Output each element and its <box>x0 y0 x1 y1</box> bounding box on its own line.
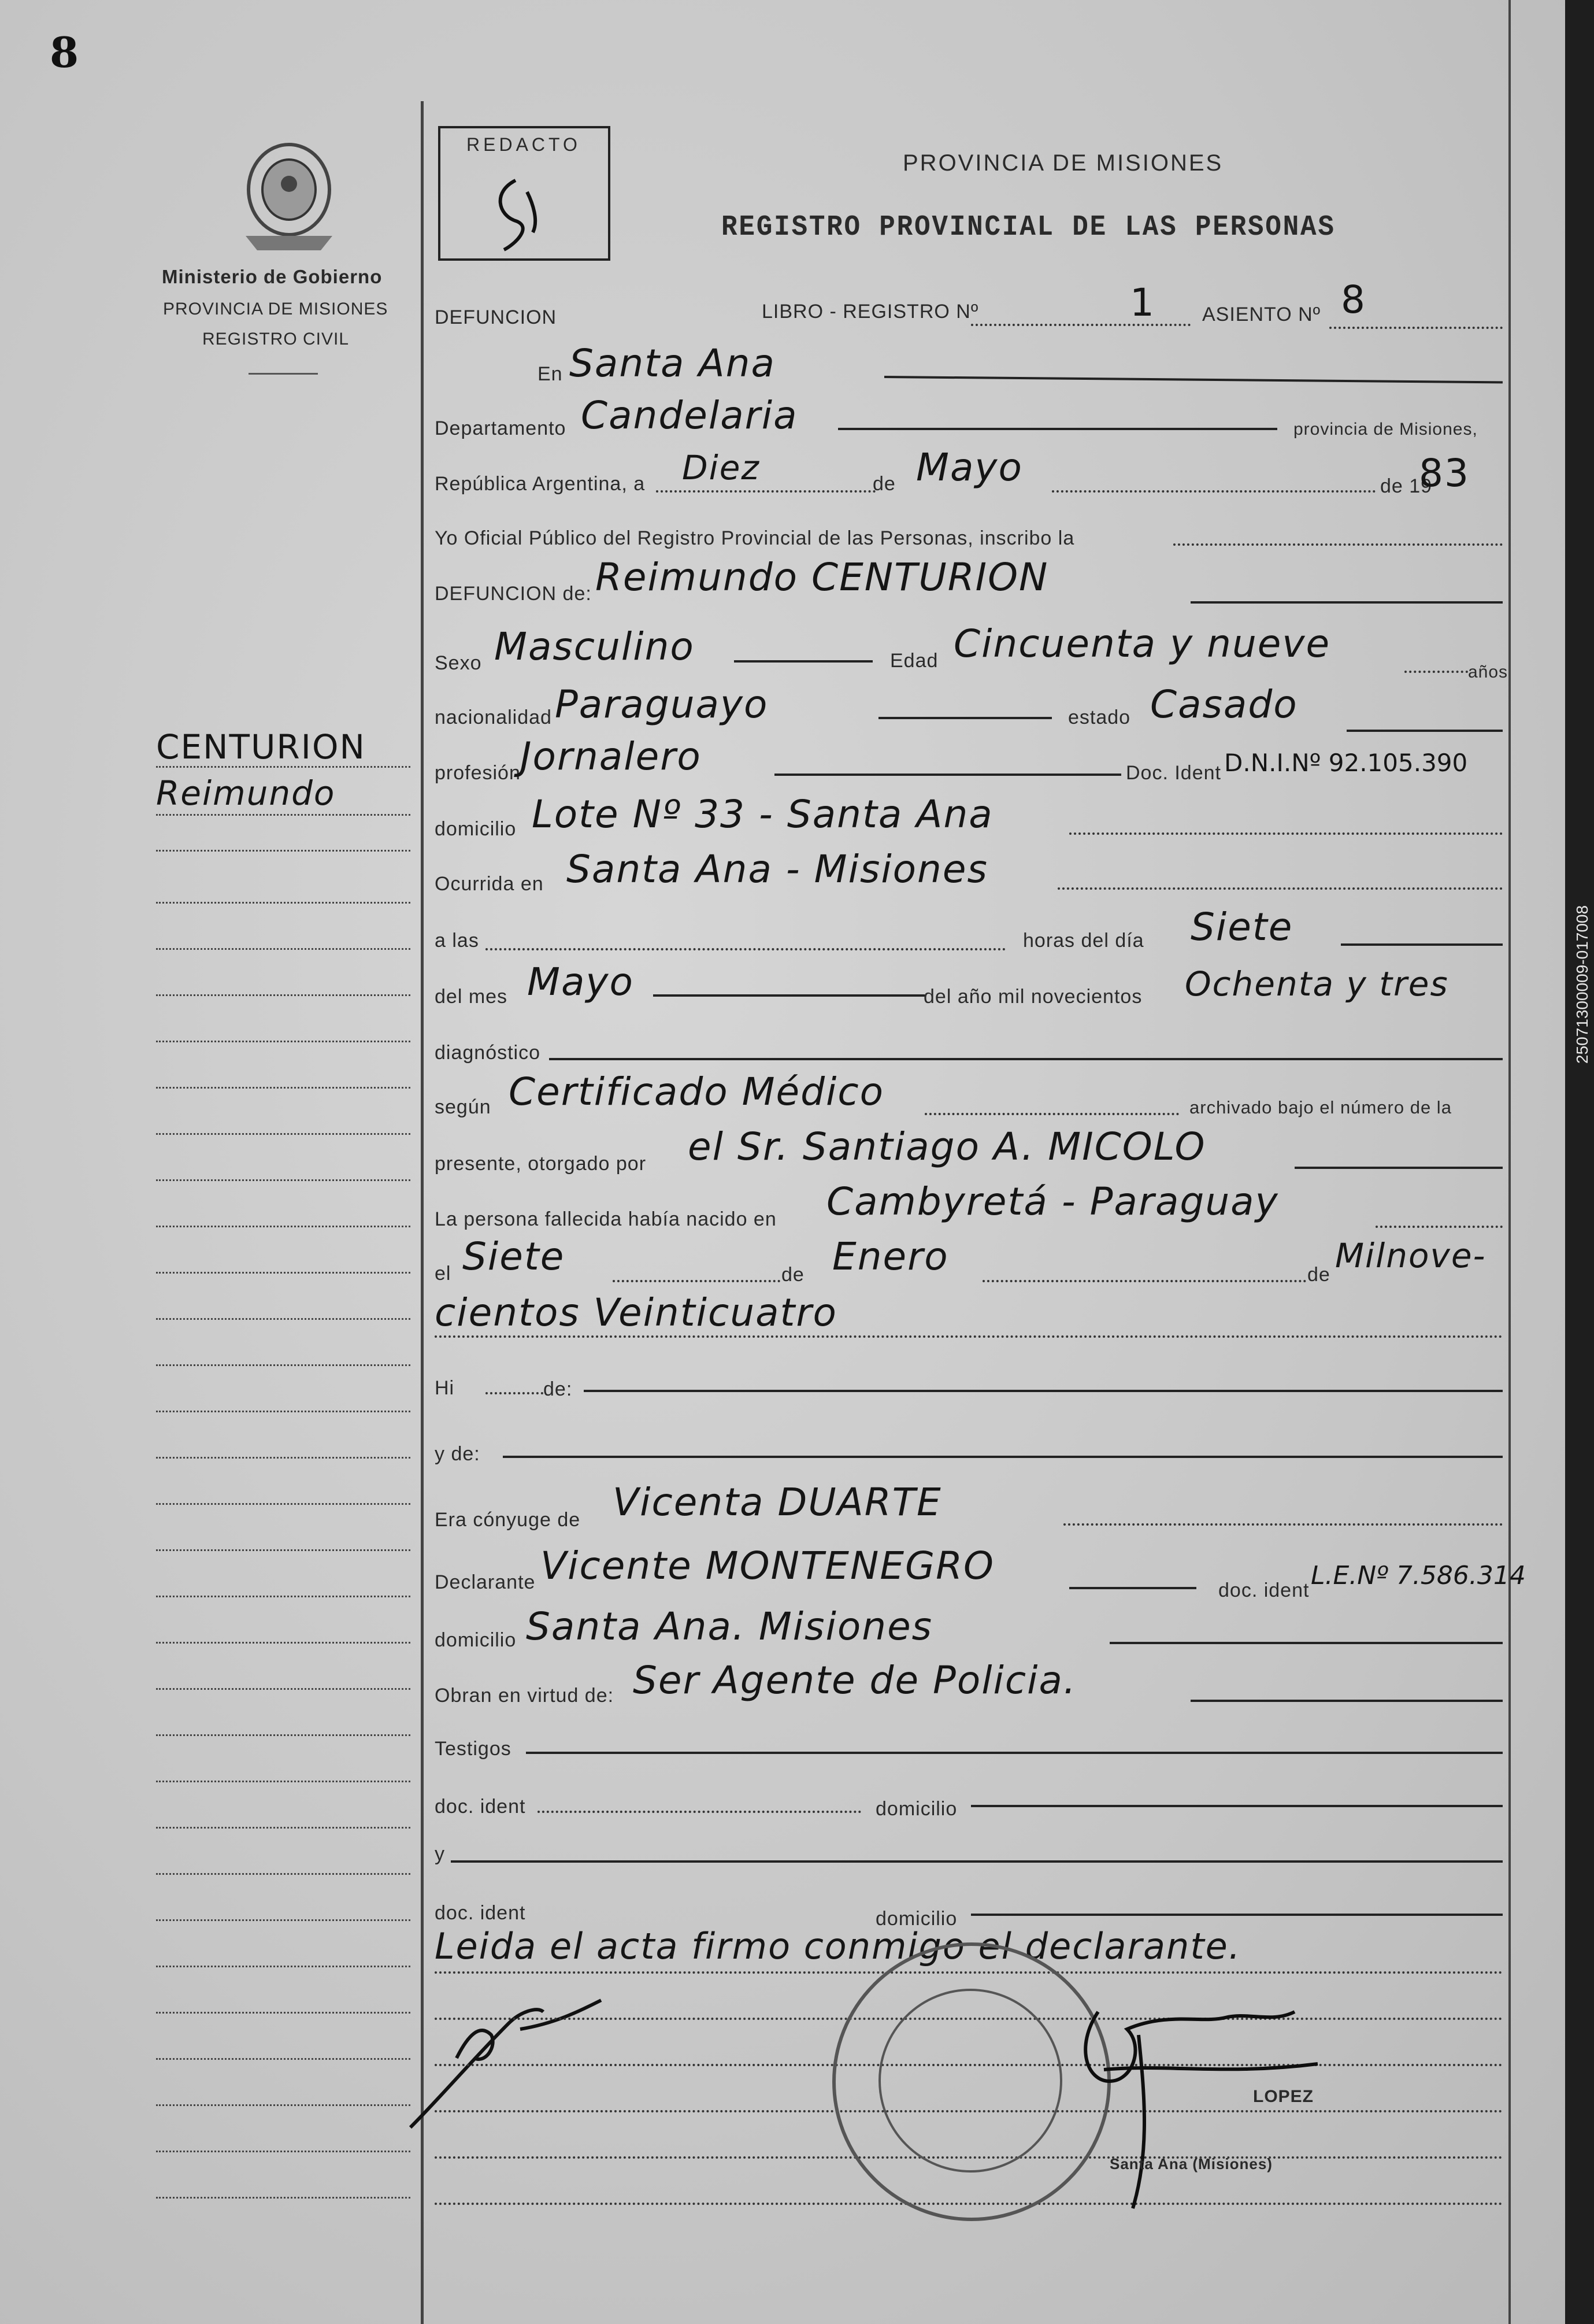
edad-value: Cincuenta y nueve <box>954 621 1331 666</box>
ocurrida-label: Ocurrida en <box>435 873 544 895</box>
declarante-value: Vicente MONTENEGRO <box>540 1544 995 1588</box>
page-edge <box>1565 0 1594 2324</box>
redacto-label: REDACTO <box>466 134 581 155</box>
de-label: de <box>873 473 896 495</box>
oficial-text: Yo Oficial Público del Registro Provincial de las Personas, inscribo la <box>435 527 1075 549</box>
official-seal-inner <box>878 1989 1062 2173</box>
presente-value: el Sr. Santiago A. MICOLO <box>688 1124 1206 1169</box>
nac-anio-value2: cientos Veinticuatro <box>435 1290 837 1335</box>
registry-title: REGISTRO PROVINCIAL DE LAS PERSONAS <box>721 211 1336 244</box>
nacido-value: Cambyretá - Paraguay <box>826 1179 1279 1224</box>
profesion-value: Jornalero <box>520 734 702 779</box>
domicilio2-label: domicilio <box>435 1629 517 1651</box>
nacionalidad-label: nacionalidad <box>435 706 552 728</box>
sexo-value: Masculino <box>494 624 695 669</box>
nacionalidad-value: Paraguayo <box>555 682 769 727</box>
segun-value: Certificado Médico <box>509 1070 885 1114</box>
anos-label: años <box>1468 663 1508 682</box>
y-label: y <box>435 1843 445 1865</box>
anio-mil-label: del año mil novecientos <box>924 986 1143 1008</box>
domicilio2-value: Santa Ana. Misiones <box>526 1604 933 1649</box>
side-identifier: 25071300009-017008 <box>1573 905 1591 1064</box>
stamp-place: Santa Ana (Misiones) <box>1110 2155 1273 2173</box>
provincia-label: provincia de Misiones, <box>1293 420 1478 439</box>
margin-firstname: Reimundo <box>156 774 336 813</box>
departamento-value: Candelaria <box>581 393 798 438</box>
conyuge-value: Vicenta DUARTE <box>613 1480 942 1524</box>
nac-anio-value: Milnove- <box>1335 1236 1487 1275</box>
diagnostico-label: diagnóstico <box>435 1042 541 1064</box>
page-number: 8 <box>50 28 79 77</box>
registry-label: REGISTRO CIVIL <box>202 330 350 349</box>
a-las-label: a las <box>435 930 479 952</box>
deceased-name: Reimundo CENTURION <box>595 555 1049 599</box>
dia-value: Diez <box>682 448 760 487</box>
libro-value: 1 <box>1130 280 1155 325</box>
republica-label: República Argentina, a <box>435 473 646 495</box>
testigos-label: Testigos <box>435 1738 511 1760</box>
el-label: el <box>435 1263 451 1285</box>
en-value: Santa Ana <box>569 341 776 386</box>
obran-value: Ser Agente de Policia. <box>633 1658 1077 1703</box>
ocurrida-value: Santa Ana - Misiones <box>566 847 988 891</box>
coat-of-arms-icon <box>234 138 344 253</box>
defuncion-de-label: DEFUNCION de: <box>435 583 592 605</box>
province-label: PROVINCIA DE MISIONES <box>163 299 388 319</box>
del-mes-value: Mayo <box>527 960 634 1004</box>
leida-text: Leida el acta firmo conmigo el declarante. <box>435 1925 1241 1967</box>
anio-label: de 19 <box>1380 475 1433 497</box>
domicilio-label: domicilio <box>435 818 517 840</box>
nac-de2-label: de <box>1307 1264 1330 1286</box>
defuncion-label: DEFUNCION <box>435 306 557 328</box>
horas-label: horas del día <box>1023 930 1144 952</box>
domicilio3-label: domicilio <box>876 1798 958 1820</box>
nac-dia-value: Siete <box>462 1234 565 1279</box>
doc-value: D.N.I.Nº 92.105.390 <box>1224 749 1468 777</box>
stamp-name: LOPEZ <box>1253 2087 1314 2106</box>
redacto-box <box>438 126 610 261</box>
declarante-label: Declarante <box>435 1571 536 1593</box>
hijo-label: Hi <box>435 1377 455 1399</box>
hijo-de-label: de: <box>543 1378 573 1400</box>
segun-label: según <box>435 1096 491 1118</box>
anio-value: 83 <box>1419 451 1470 495</box>
ministry-label: Ministerio de Gobierno <box>162 266 383 287</box>
del-mes-label: del mes <box>435 986 508 1008</box>
asiento-value: 8 <box>1341 277 1366 322</box>
doc-ident3-label: doc. ident <box>435 1902 526 1924</box>
estado-label: estado <box>1068 706 1131 728</box>
domicilio4-label: domicilio <box>876 1908 958 1930</box>
edad-label: Edad <box>890 650 939 672</box>
libro-label: LIBRO - REGISTRO Nº <box>762 301 979 323</box>
mes-value: Mayo <box>916 445 1023 490</box>
nac-de-label: de <box>781 1264 805 1286</box>
top-province: PROVINCIA DE MISIONES <box>903 150 1224 176</box>
en-label: En <box>537 363 563 385</box>
redacto-initial <box>481 169 562 256</box>
departamento-label: Departamento <box>435 417 566 439</box>
dia-muerte-value: Siete <box>1191 905 1293 949</box>
estado-value: Casado <box>1150 682 1298 727</box>
archivado-label: archivado bajo el número de la <box>1189 1097 1452 1117</box>
obran-label: Obran en virtud de: <box>435 1685 614 1707</box>
domicilio-value: Lote Nº 33 - Santa Ana <box>532 792 994 837</box>
doc-ident-label: doc. ident <box>1218 1579 1310 1601</box>
y-de-label: y de: <box>435 1443 480 1465</box>
margin-surname: CENTURION <box>156 727 366 767</box>
sexo-label: Sexo <box>435 652 482 674</box>
profesion-label: profesión <box>435 762 521 784</box>
conyuge-label: Era cónyuge de <box>435 1509 581 1531</box>
asiento-label: ASIENTO Nº <box>1202 304 1321 325</box>
anio-mil-value: Ochenta y tres <box>1185 964 1449 1004</box>
nac-mes-value: Enero <box>832 1234 949 1279</box>
doc-ident-value: L.E.Nº 7.586.314 <box>1311 1561 1526 1590</box>
doc-ident2-label: doc. ident <box>435 1796 526 1818</box>
doc-label: Doc. Ident <box>1126 762 1221 784</box>
presente-label: presente, otorgado por <box>435 1153 647 1175</box>
nacido-label: La persona fallecida había nacido en <box>435 1208 777 1230</box>
